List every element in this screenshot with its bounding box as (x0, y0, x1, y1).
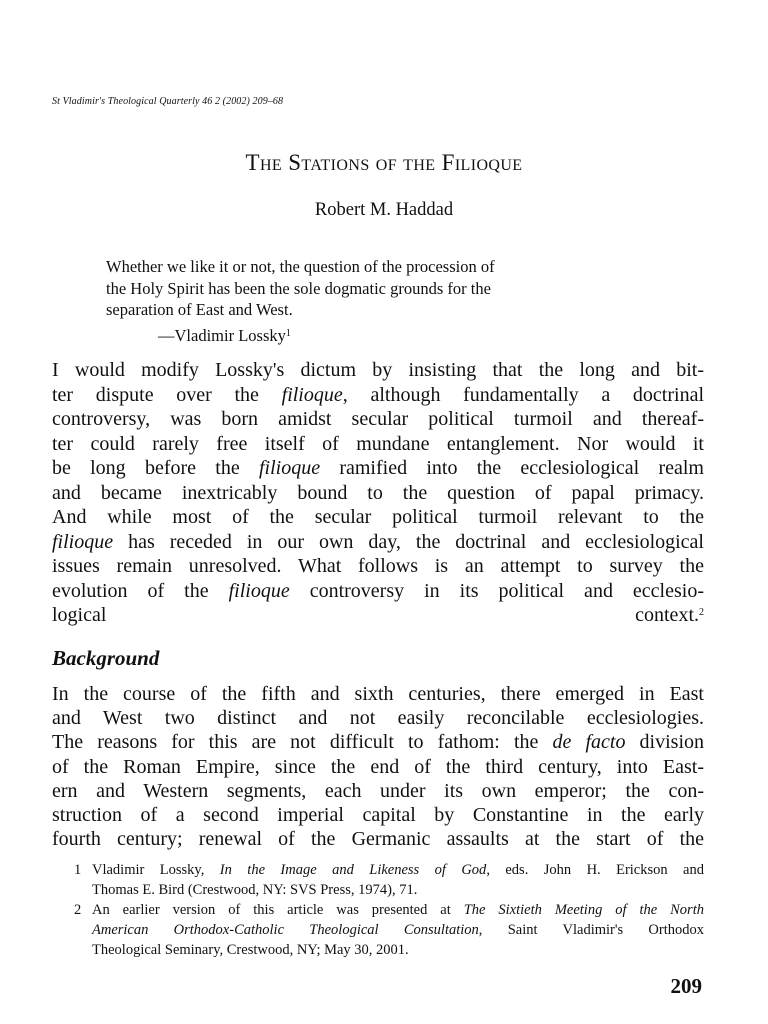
text-run: has receded in our own day, the doctrinal and ecclesiological (113, 530, 704, 553)
epigraph (106, 256, 676, 346)
text-line: I would modify Lossky's dictum by insisting that the long and bit- (52, 359, 704, 381)
section-heading: Background (52, 646, 160, 670)
text-line: And while most of the secular political turmoil relevant to the (52, 506, 704, 528)
text-run: , Saint Vladimir's Orthodox (478, 922, 704, 938)
footnotes (74, 860, 704, 960)
intro-paragraph (52, 358, 704, 628)
text-line: struction of a second imperial capital by Constantine in the early (52, 804, 704, 827)
footnote-marker: 1 (285, 327, 291, 339)
text-run: ramified into the ecclesiological realm (320, 457, 704, 479)
article-title: The Stations of the Filioque (245, 150, 523, 175)
text-line: issues remain unresolved. What follows is an attempt to survey the (52, 555, 704, 577)
text-line: fourth century; renewal of the Germanic assaults at the start of the (52, 828, 704, 851)
text-line (52, 383, 704, 408)
text-run: Vladimir Lossky, (92, 862, 220, 878)
footnote-number: 2 (74, 902, 82, 918)
epigraph-line: Whether we like it or not, the question of the procession of (106, 257, 495, 276)
text-run: , although fundamentally a doctrinal (342, 383, 705, 406)
text-run: An earlier version of this article was presented at (92, 902, 464, 918)
italic-term: filioque (228, 579, 290, 602)
footnote-marker: 2 (699, 607, 704, 618)
epigraph-attribution (106, 325, 676, 347)
text-line (52, 579, 704, 604)
text-run: The reasons for this are not difficult to fathom: the (52, 731, 553, 754)
text-line: In the course of the fifth and sixth centuries, there emerged in East (52, 683, 704, 705)
text-line: Theological Seminary, Crestwood, NY; May 30, 2001. (92, 942, 409, 958)
footnote-text (92, 860, 704, 900)
italic-term: de facto (552, 731, 626, 754)
italic-term: filioque (281, 383, 343, 406)
text-line: of the Roman Empire, since the end of the third century, into East- (52, 755, 704, 778)
text-line (92, 920, 704, 940)
italic-title: American Orthodox-Catholic Theological Consultation (92, 922, 479, 938)
text-run: evolution of the (52, 579, 229, 602)
italic-term: filioque (52, 530, 114, 553)
text-line (92, 900, 704, 920)
text-run: controversy in its political and ecclesio- (289, 579, 704, 602)
attribution-text: —Vladimir Lossky (158, 325, 286, 345)
text-line: ter could rarely free itself of mundane entanglement. Nor would it (52, 432, 704, 455)
article-author: Robert M. Haddad (314, 200, 454, 220)
footnote (74, 860, 704, 900)
text-line: controversy, was born amidst secular political turmoil and thereaf- (52, 408, 704, 430)
epigraph-line: the Holy Spirit has been the sole dogmatic grounds for the (106, 278, 491, 298)
text-line (92, 860, 704, 880)
text-run: be long before the (52, 457, 259, 479)
italic-title: The Sixtieth Meeting of the North (463, 902, 704, 918)
text-line: and West two distinct and not easily reconcilable ecclesiologies. (52, 707, 704, 730)
text-line (52, 603, 704, 628)
text-line: Thomas E. Bird (Crestwood, NY: SVS Press, 1974), 71. (92, 882, 418, 898)
text-run: , eds. John H. Erickson and (486, 862, 704, 878)
footnote-text (92, 900, 704, 960)
italic-title: In the Image and Likeness of God (219, 862, 487, 878)
text-line (52, 530, 704, 555)
text-run: logical context. (52, 604, 699, 626)
page-number: 209 (670, 974, 702, 998)
text-run: ter dispute over the (52, 383, 282, 406)
footnote (74, 900, 704, 960)
epigraph-line: separation of East and West. (106, 300, 293, 319)
text-line (52, 730, 704, 754)
footnote-number: 1 (74, 862, 82, 878)
text-line: and became inextricably bound to the question of papal primacy. (52, 481, 704, 504)
journal-reference: St Vladimir's Theological Quarterly 46 2 (2002) 209–68 (52, 96, 284, 107)
italic-term: filioque (258, 457, 321, 479)
text-line: ern and Western segments, each under its own emperor; the con- (52, 779, 704, 802)
text-line (52, 456, 704, 481)
background-paragraph (52, 682, 704, 851)
text-run: division (625, 731, 705, 754)
